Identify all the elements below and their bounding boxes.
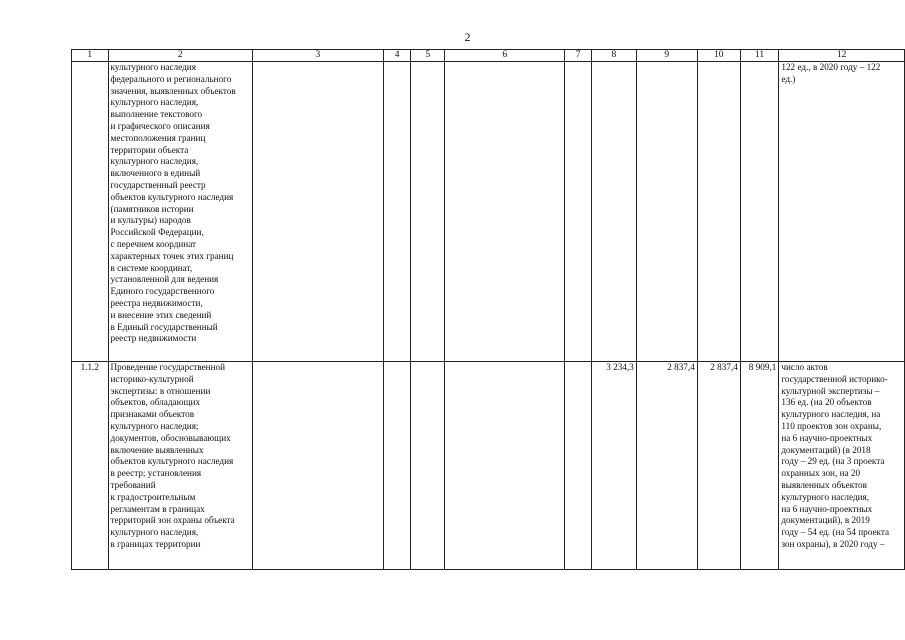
text-line: историко-культурной [110,373,194,384]
col-header-9: 9 [636,50,697,62]
row-description [108,362,252,570]
row-code [72,62,109,362]
cell-col10: 2 837,4 [697,362,740,570]
text-line: требований [110,479,156,490]
row-result [779,62,905,362]
text-line: культурного наследия [110,62,196,72]
text-line: в реестр; установления [110,468,202,479]
cell-col9 [636,62,697,362]
col-header-1: 1 [72,50,109,62]
cell-col9: 2 837,4 [636,362,697,570]
text-line: Российской Федерации, [110,227,204,238]
text-line: регламентам в границах [110,503,205,514]
table-row [72,362,905,570]
text-line: документаций), в 2019 [781,515,870,526]
col-header-2: 2 [108,50,252,62]
text-line: охранных зон, на 20 [781,468,861,479]
col-header-5: 5 [411,50,445,62]
text-line: с перечнем координат [110,238,197,249]
text-line: реестр недвижимости [110,333,197,344]
cell-col11 [740,62,779,362]
text-line: культурного наследия; [110,420,199,431]
text-line: Единого государственного [110,286,215,297]
cell-col6 [445,62,565,362]
row-description [108,62,252,362]
cell-col8 [591,62,636,362]
cell-col7 [565,362,592,570]
col-header-7: 7 [565,50,592,62]
text-line: Проведение государственной [110,362,226,372]
text-line: значения, выявленных объектов [110,85,236,96]
text-line: включение выявленных [110,444,204,455]
col-header-12: 12 [779,50,905,62]
text-line: включенного в единый [110,168,201,179]
text-line: году – 29 ед. (на 3 проекта [781,456,885,467]
text-line: ед.) [781,73,796,84]
text-line: и графического описания [110,120,210,131]
text-line: число актов [781,362,828,372]
row-result [779,362,905,570]
text-line: территории объекта [110,144,189,155]
cell-col7 [565,62,592,362]
text-line: 122 ед., в 2020 году – 122 [781,62,881,72]
text-line: выполнение текстового [110,109,203,120]
text-line: зон охраны), в 2020 году – [781,538,885,549]
col-header-10: 10 [697,50,740,62]
cell-col4 [383,62,411,362]
text-line: документов, обосновывающих [110,432,231,443]
program-table [71,49,905,570]
cell-col8: 3 234,3 [591,362,636,570]
text-line: культурного наследия, [781,491,870,502]
text-line: местоположения границ [110,132,206,143]
text-line: и культуры) народов [110,215,191,226]
text-line: экспертизы: в отношении [110,385,211,396]
row-code: 1.1.2 [72,362,109,570]
text-line: объектов культурного наследия [110,456,234,467]
cell-col3 [252,62,383,362]
text-line: характерных точек этих границ [110,250,234,261]
text-line: культурного наследия, [110,97,199,108]
col-header-3: 3 [252,50,383,62]
text-line: признаками объектов [110,409,195,420]
text-line: и внесение этих сведений [110,309,212,320]
text-line: в системе координат, [110,262,193,273]
text-line: реестра недвижимости, [110,297,203,308]
text-line: в границах территории [110,538,201,549]
text-line: на 6 научно-проектных [781,503,873,514]
text-line: к градостроительным [110,491,196,502]
text-line: культурной экспертизы – [781,385,880,396]
text-line: в Единый государственный [110,321,218,332]
text-line: (памятников истории [110,203,194,214]
text-line: территорий зон охраны объекта [110,515,235,526]
page-number: 2 [464,30,471,44]
cell-col10 [697,62,740,362]
text-line: государственный реестр [110,179,206,190]
text-line: культурного наследия, [110,527,199,538]
cell-col5 [411,362,445,570]
text-line: культурного наследия, на [781,409,881,420]
table-row [72,62,905,362]
text-line: году – 54 ед. (на 54 проекта [781,527,890,538]
text-line: на 6 научно-проектных [781,432,873,443]
text-line: объектов культурного наследия [110,191,234,202]
text-line: выявленных объектов [781,479,867,490]
text-line: установленной для ведения [110,274,219,285]
text-line: документаций) (в 2018 [781,444,871,455]
cell-col5 [411,62,445,362]
cell-col3 [252,362,383,570]
cell-col6 [445,362,565,570]
text-line: культурного наследия, [110,156,199,167]
text-line: 110 проектов зон охраны, [781,420,882,431]
text-line: государственной историко- [781,373,888,384]
text-line: федерального и регионального [110,73,232,84]
text-line: объектов, обладающих [110,397,201,408]
cell-col4 [383,362,411,570]
col-header-11: 11 [740,50,779,62]
cell-col11: 8 909,1 [740,362,779,570]
text-line: 136 ед. (на 20 объектов [781,397,872,408]
col-header-8: 8 [591,50,636,62]
col-header-6: 6 [445,50,565,62]
column-number-row [72,50,905,62]
col-header-4: 4 [383,50,411,62]
